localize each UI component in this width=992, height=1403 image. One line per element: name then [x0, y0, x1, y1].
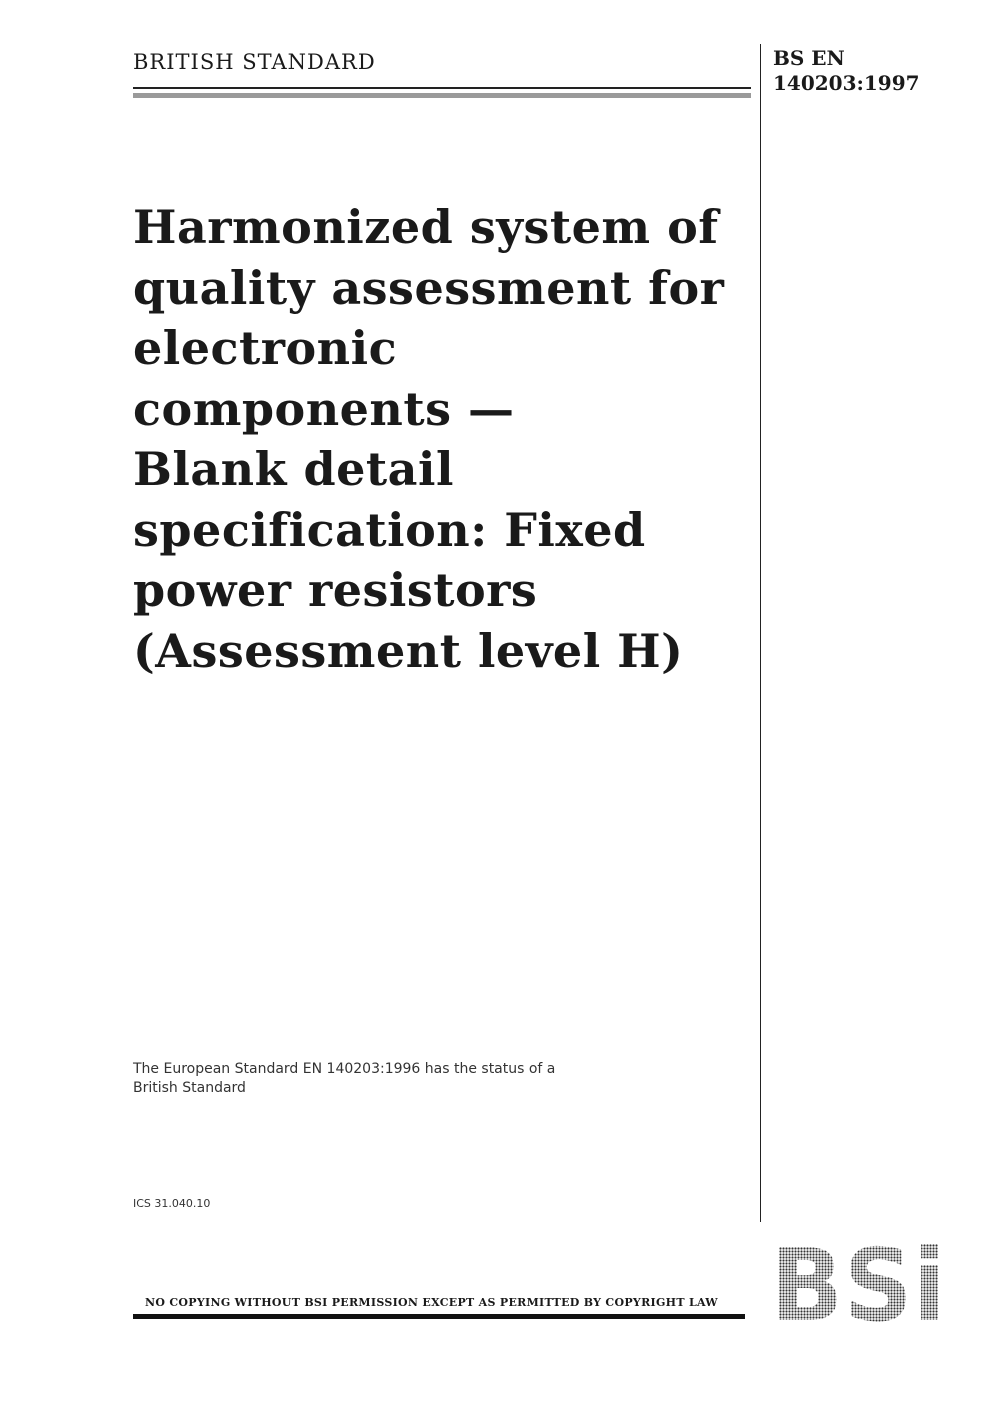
document-title — [133, 197, 753, 681]
document-number-line2: 140203:1997 — [773, 71, 920, 95]
header-rule-thick — [133, 93, 751, 98]
bsi-logo-icon — [770, 1244, 946, 1324]
ics-code: ICS 31.040.10 — [133, 1197, 211, 1210]
status-note-line1: The European Standard EN 140203:1996 has the status of a — [133, 1061, 556, 1077]
document-number — [773, 46, 920, 96]
bsi-logo-text: BSi — [770, 1244, 946, 1324]
title-line: specification: Fixed — [133, 502, 646, 557]
title-line: Blank detail — [133, 442, 454, 496]
title-line: electronic — [133, 321, 398, 375]
header-rule-thin — [133, 87, 751, 89]
title-line: components — — [133, 381, 515, 436]
vertical-divider — [760, 44, 761, 1222]
status-note — [133, 1060, 555, 1098]
title-line: power resistors — [133, 563, 538, 617]
title-line: Harmonized system of — [133, 200, 719, 254]
copyright-notice: NO COPYING WITHOUT BSI PERMISSION EXCEPT AS PERMITTED BY COPYRIGHT LAW — [145, 1296, 718, 1309]
document-number-line1: BS EN — [773, 46, 845, 70]
title-line: quality assessment for — [133, 260, 725, 315]
status-note-line2: British Standard — [133, 1080, 246, 1096]
standard-type-label: BRITISH STANDARD — [133, 50, 376, 74]
title-line: (Assessment level H) — [133, 623, 684, 678]
footer-rule — [133, 1314, 745, 1319]
